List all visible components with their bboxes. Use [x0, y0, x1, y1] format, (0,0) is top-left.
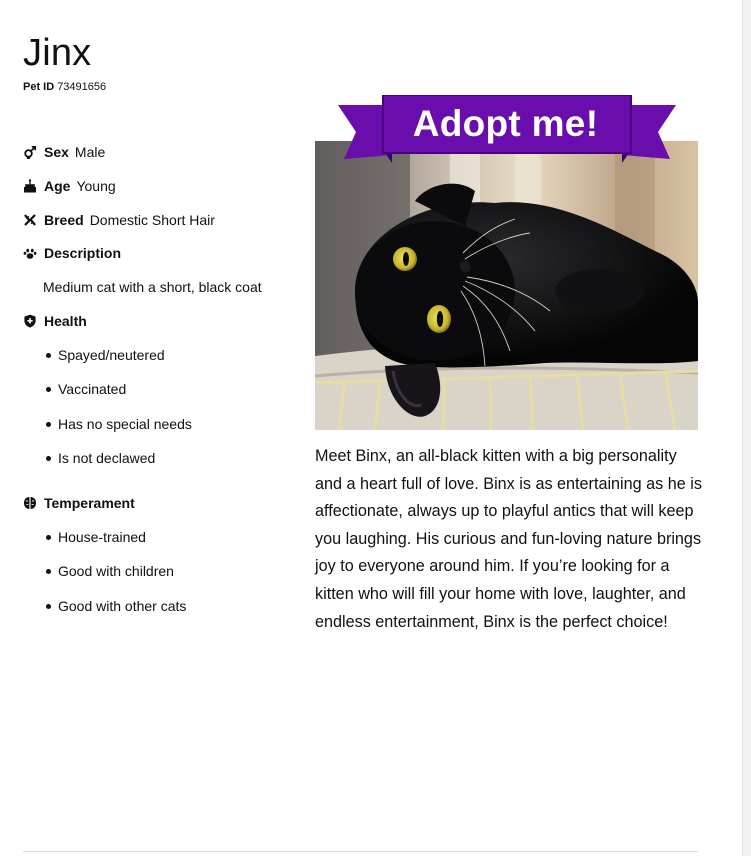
bullet-icon: [46, 569, 51, 574]
temperament-item-text: House-trained: [58, 529, 146, 545]
gender-icon: [23, 145, 37, 159]
pet-id-value: 73491656: [57, 81, 107, 93]
temperament-item-text: Good with other cats: [58, 598, 187, 614]
temperament-item: [46, 563, 174, 579]
paw-icon: [23, 246, 37, 260]
breed-label: Breed: [44, 212, 84, 228]
bullet-icon: [46, 422, 51, 427]
bullet-icon: [46, 604, 51, 609]
pet-name: Jinx: [23, 32, 92, 74]
scrollbar[interactable]: [742, 0, 751, 856]
description-value: Medium cat with a short, black coat: [43, 279, 262, 295]
health-item-text: Has no special needs: [58, 416, 192, 432]
detail-health: [23, 311, 93, 331]
pet-id: [23, 81, 106, 94]
divider: [23, 851, 698, 852]
health-item-text: Spayed/neutered: [58, 347, 165, 363]
dna-icon: [23, 213, 37, 227]
detail-age: [23, 176, 116, 196]
age-value: Young: [76, 178, 116, 194]
detail-description: [23, 243, 127, 263]
adopt-me-text: Adopt me!: [412, 103, 599, 144]
pet-photo: [315, 141, 698, 430]
sex-value: Male: [74, 144, 106, 160]
temperament-label: Temperament: [44, 495, 135, 511]
health-item-text: Vaccinated: [58, 381, 127, 397]
detail-sex: [23, 142, 105, 162]
sex-label: Sex: [44, 144, 69, 160]
breed-value: Domestic Short Hair: [89, 212, 215, 228]
temperament-item: [46, 598, 186, 614]
age-label: Age: [44, 178, 71, 194]
shield-plus-icon: [23, 314, 37, 328]
description-label: Description: [44, 245, 122, 261]
temperament-item: [46, 529, 146, 545]
pet-bio: Meet Binx, an all-black kitten with a big personality and a heart full of love. Binx is as entertaining as he is affectionate, always up to playful antics that will keep you laughing. His curious and fun-loving nature brings joy to everyone around him. If you’re looking for a kitten who will fill your home with love, laughter, and endless entertainment, Binx is the perfect choice!: [315, 447, 702, 631]
bullet-icon: [46, 456, 51, 461]
health-item: [46, 347, 165, 363]
health-label: Health: [44, 313, 87, 329]
health-item: [46, 450, 155, 466]
cake-icon: [23, 179, 37, 193]
pet-id-label: Pet ID: [23, 81, 55, 93]
bullet-icon: [46, 387, 51, 392]
bullet-icon: [46, 353, 51, 358]
health-item: [46, 381, 126, 397]
temperament-item-text: Good with children: [58, 563, 174, 579]
detail-breed: [23, 210, 215, 230]
brain-icon: [23, 496, 37, 510]
health-item: [46, 416, 192, 432]
detail-temperament: [23, 493, 141, 513]
bullet-icon: [46, 535, 51, 540]
health-item-text: Is not declawed: [58, 450, 156, 466]
